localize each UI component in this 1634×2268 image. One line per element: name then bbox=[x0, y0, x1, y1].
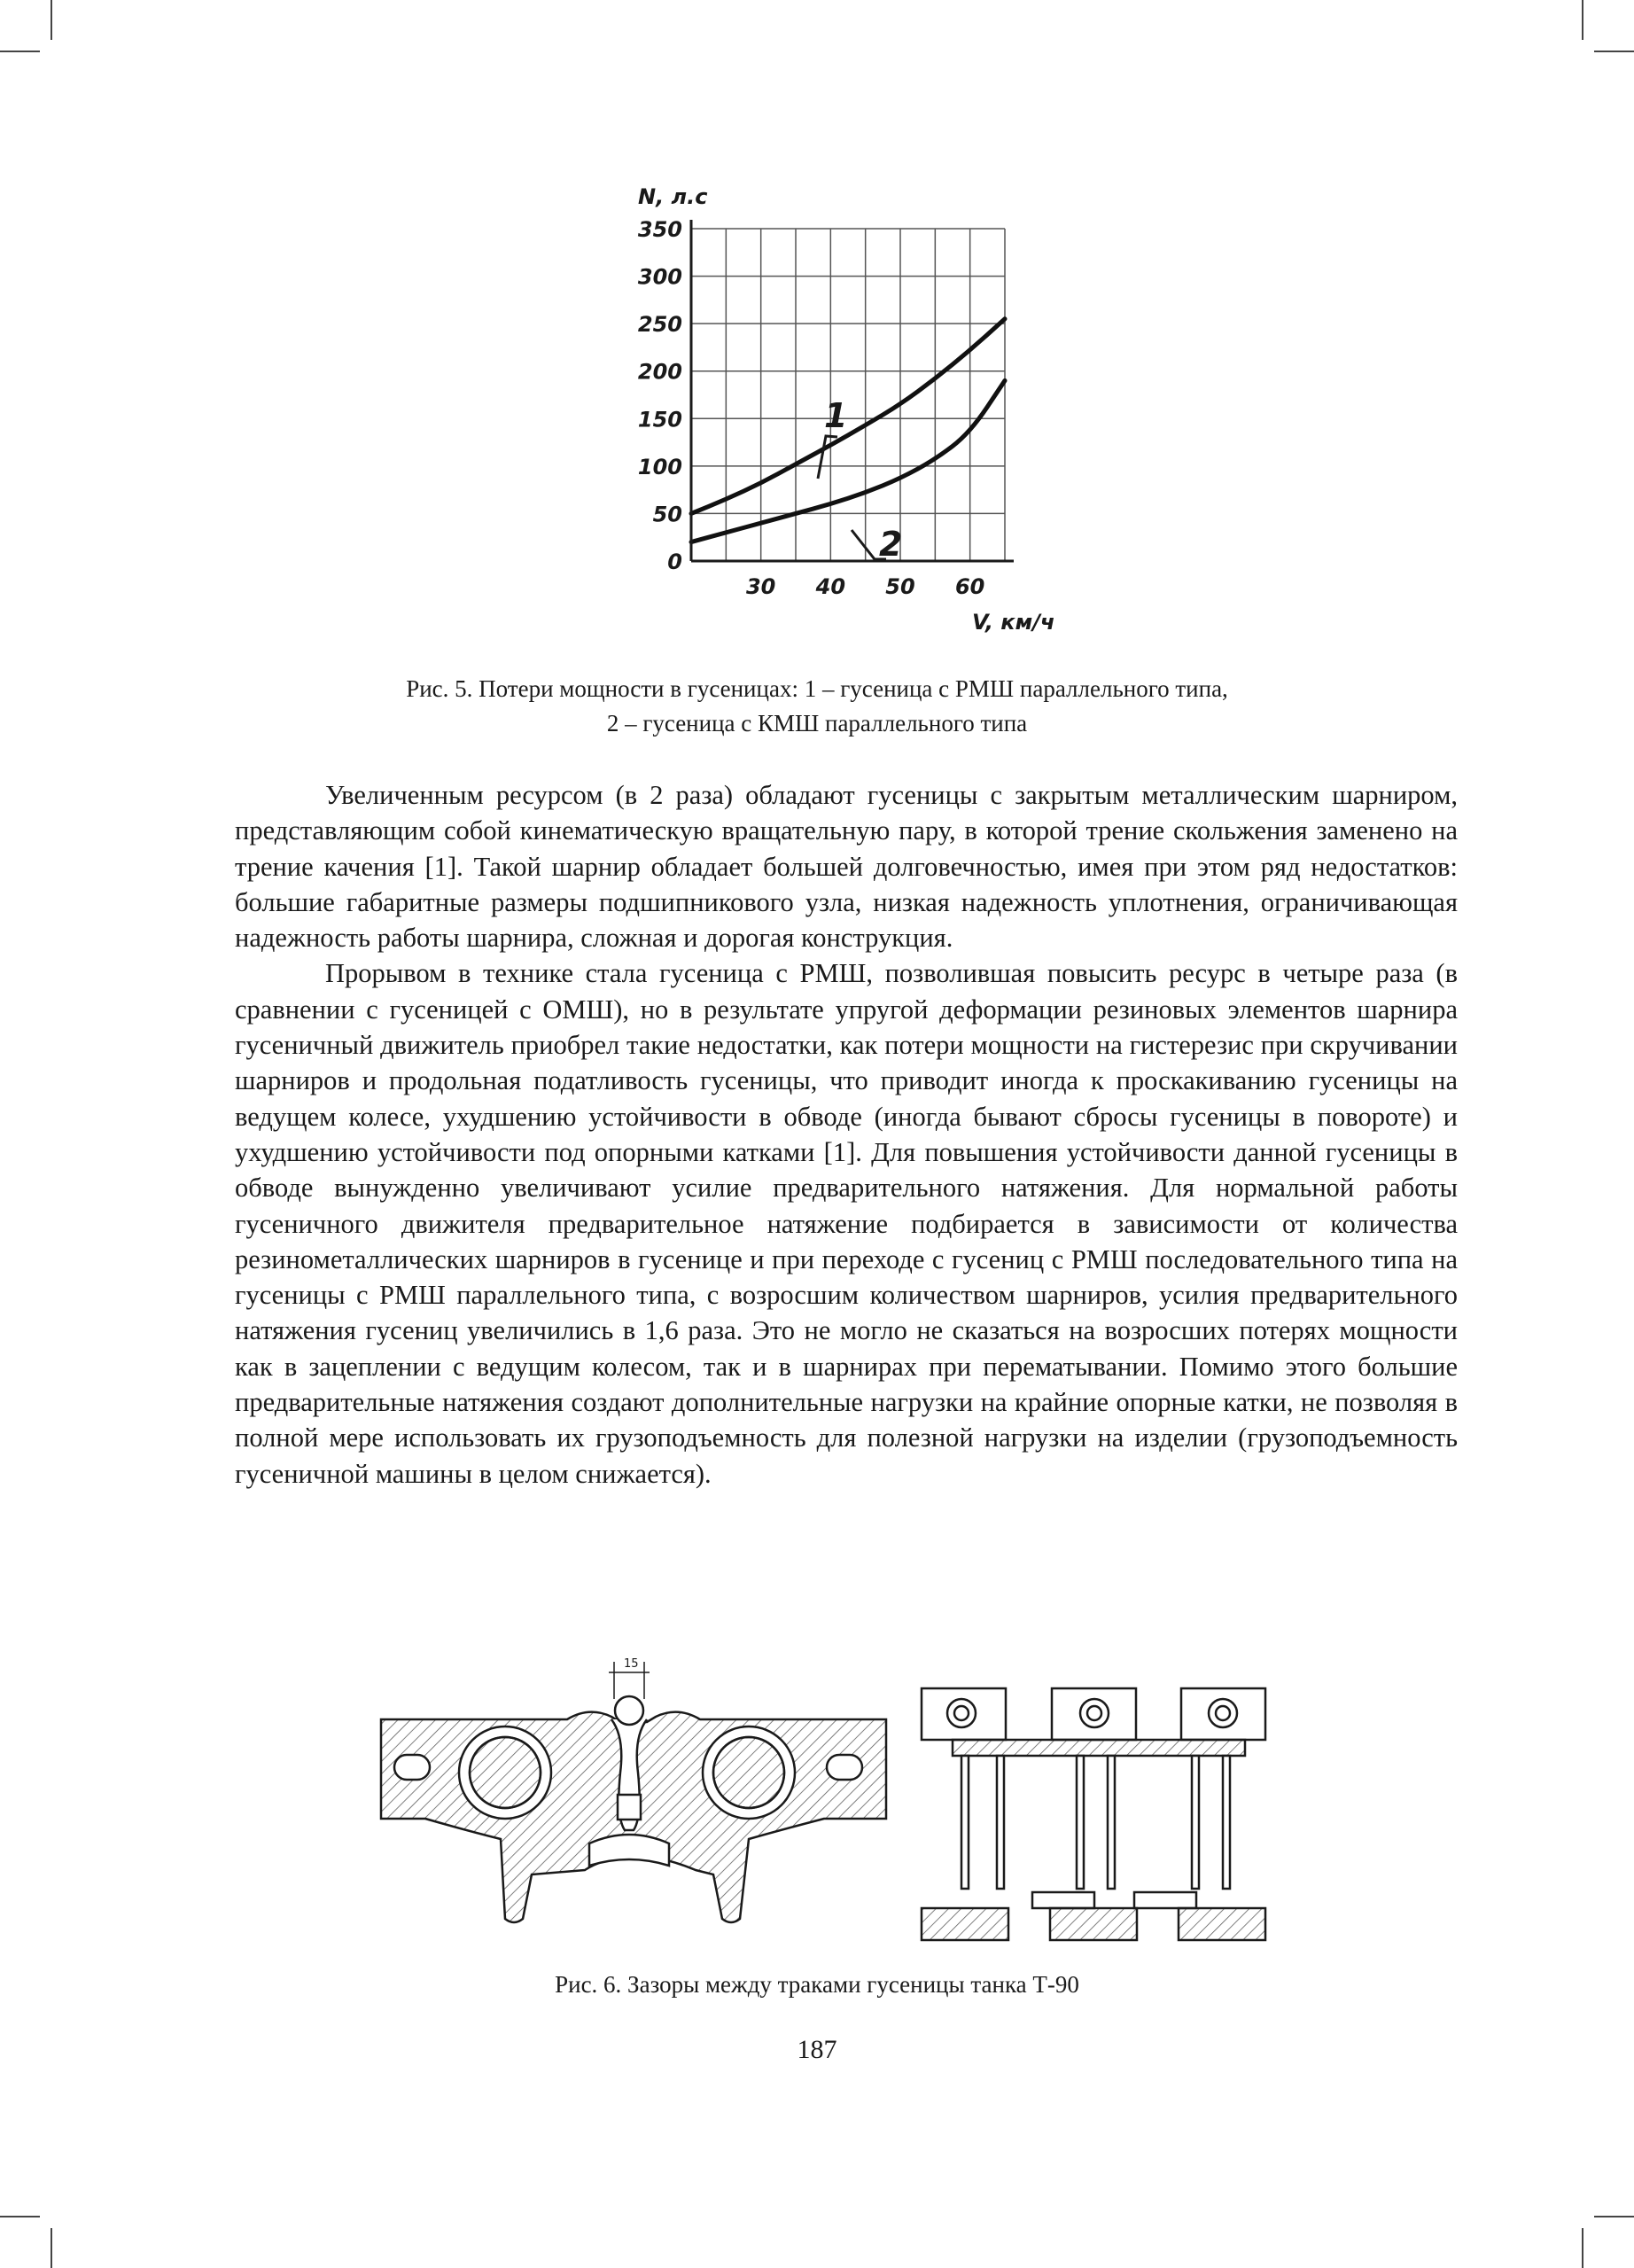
track-gap-drawing bbox=[377, 1653, 1280, 1945]
y-tick-label-200: 200 bbox=[637, 359, 682, 385]
y-tick-label-50: 50 bbox=[652, 502, 682, 527]
x-tick-label-30: 30 bbox=[745, 574, 776, 599]
chart-grid bbox=[691, 229, 1005, 561]
y-tick-label-0: 0 bbox=[667, 549, 682, 574]
figure-6-caption: Рис. 6. Зазоры между траками гусеницы танка Т-90 bbox=[555, 1971, 1079, 1998]
paragraph-2: Прорывом в технике стала гусеница с РМШ, позволившая повысить ресурс в четыре раза (в сравнении с гусеницей с ОМШ), но в результате упругой деформации резиновых элементов шарнира гусеничный движитель приобрел такие недостатки, как потери мощности на гистерезис при скручивании шарниров и продольная податливость гусеницы, что приводит иногда к проскакиванию гусеницы на ведущем колесе, ухудшению устойчивости в обводе (иногда бывают сбросы гусеницы в повороте) и ухудшению устойчивости под опорными катками [1]. Для повышения устойчивости данной гусеницы в обводе вынужденно увеличивают усилие предварительного натяжения. Для нормальной работы гусеничного движителя предварительное натяжение подбирается в зависимости от количества резинометаллических шарниров в гусенице и при переходе с гусениц с РМШ последовательного типа на гусеницы с РМШ параллельного типа, с возросшим количеством шарниров, усилия предварительного натяжения гусениц увеличились в 1,6 раза. Это не могло не сказаться на возросших потерях мощности как в зацеплении с ведущим колесом, так и в шарнирах при перематывании. Помимо этого большие предварительные натяжения создают дополнительные нагрузки на крайние опорные катки, не позволяя в полной мере использовать их грузоподъемность для полезной нагрузки на изделии (грузоподъемность гусеничной машины в целом снижается). bbox=[235, 958, 1458, 1489]
series-1-line bbox=[691, 319, 1005, 514]
figure-5-caption-line-1: Рис. 5. Потери мощности в гусеницах: 1 – гусеница с РМШ параллельного типа, bbox=[406, 675, 1228, 702]
crop-mark-br-v bbox=[1582, 2228, 1583, 2268]
track-section-drawing bbox=[381, 1662, 886, 1922]
y-tick-label-250: 250 bbox=[637, 312, 682, 338]
y-tick-label-100: 100 bbox=[637, 454, 682, 479]
chart-series bbox=[691, 319, 1005, 542]
figure-5-caption-line-2: 2 – гусеница с КМШ параллельного типа bbox=[606, 710, 1028, 737]
chart-axes bbox=[691, 220, 1014, 561]
gap-dimension-label: 15 bbox=[624, 1657, 639, 1671]
series-2-label: 2 bbox=[879, 525, 903, 564]
crop-mark-br-h bbox=[1594, 2216, 1634, 2217]
page-number: 187 bbox=[797, 2035, 837, 2064]
x-tick-label-60: 60 bbox=[954, 574, 985, 599]
crop-mark-tr-h bbox=[1594, 51, 1634, 52]
power-loss-chart bbox=[585, 177, 1081, 656]
y-tick-label-350: 350 bbox=[637, 217, 682, 242]
series-2-line bbox=[691, 380, 1005, 542]
crop-mark-tl-v bbox=[51, 0, 52, 40]
track-plan-drawing bbox=[922, 1688, 1265, 1940]
crop-mark-tl-h bbox=[0, 51, 40, 52]
crop-mark-bl-h bbox=[0, 2216, 40, 2217]
x-tick-label-40: 40 bbox=[815, 574, 846, 599]
y-tick-label-150: 150 bbox=[637, 407, 682, 433]
body-text bbox=[235, 777, 1458, 1492]
crop-mark-bl-v bbox=[51, 2228, 52, 2268]
x-axis-label: V, км/ч bbox=[972, 610, 1055, 635]
paragraph-1: Увеличенным ресурсом (в 2 раза) обладают гусеницы с закрытым металлическим шарниром, представляющим собой кинематическую вращательную пару, в которой трение скольжения заменено на трение качения [1]. Такой шарнир обладает большей долговечностью, имея при этом ряд недостатков: большие габаритные размеры подшипникового узла, низкая надежность уплотнения, ограничивающая надежность работы шарнира, сложная и дорогая конструкция. bbox=[235, 780, 1458, 954]
y-tick-label-300: 300 bbox=[637, 264, 682, 290]
crop-mark-tr-v bbox=[1582, 0, 1583, 40]
y-axis-label: N, л.с bbox=[638, 184, 708, 209]
x-tick-label-50: 50 bbox=[885, 574, 915, 599]
series-1-label: 1 bbox=[824, 396, 848, 435]
